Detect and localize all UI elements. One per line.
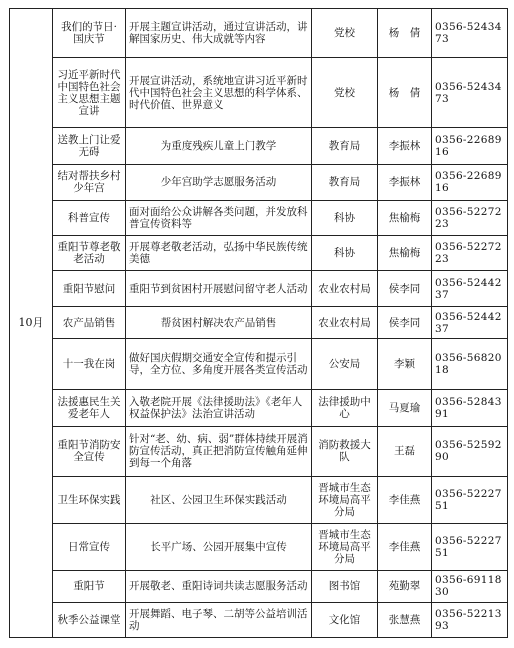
table-row	[10, 271, 508, 307]
contact-phone-cell: 0356-5244237	[432, 271, 508, 307]
contact-phone-cell: 0356-5222751	[432, 476, 508, 523]
activity-name-cell: 习近平新时代中国特色社会主义思想主题宣讲	[53, 58, 126, 128]
contact-phone-cell: 0356-5243473	[432, 9, 508, 58]
table-row	[10, 236, 508, 271]
activity-name-cell: 送教上门让爱无碍	[53, 128, 126, 164]
contact-person-cell: 侯李同	[378, 271, 432, 307]
responsible-unit-cell: 教育局	[312, 164, 378, 200]
contact-phone-cell: 0356-5227223	[432, 200, 508, 235]
activity-content-cell: 面对面给公众讲解各类问题，并发放科普宣传资料等	[126, 200, 312, 235]
activity-name-cell: 秋季公益课堂	[53, 602, 126, 637]
table-row	[10, 389, 508, 426]
activity-content-cell: 做好国庆假期交通安全宣传和提示引导，全方位、多角度开展各类宣传活动	[126, 339, 312, 389]
month-cell: 10月	[10, 9, 53, 638]
table-row	[10, 602, 508, 637]
responsible-unit-cell: 教育局	[312, 128, 378, 164]
table-row	[10, 164, 508, 200]
table-row	[10, 128, 508, 164]
activity-name-cell: 重阳节慰问	[53, 271, 126, 307]
activity-schedule-table	[9, 8, 508, 638]
activity-content-cell: 社区、公园卫生环保实践活动	[126, 476, 312, 523]
table-row	[10, 307, 508, 339]
activity-name-cell: 农产品销售	[53, 307, 126, 339]
responsible-unit-cell: 晋城市生态环境局高平分局	[312, 476, 378, 523]
activity-content-cell: 开展舞蹈、电子琴、二胡等公益培训活动	[126, 602, 312, 637]
table-row	[10, 476, 508, 523]
contact-phone-cell: 0356-5222751	[432, 523, 508, 570]
contact-phone-cell: 0356-5259290	[432, 426, 508, 476]
contact-person-cell: 杨 倩	[378, 9, 432, 58]
activity-name-cell: 重阳节	[53, 570, 126, 602]
contact-phone-cell: 0356-2268916	[432, 128, 508, 164]
activity-name-cell: 重阳节尊老敬老活动	[53, 236, 126, 271]
contact-person-cell: 侯李同	[378, 307, 432, 339]
activity-name-cell: 日常宣传	[53, 523, 126, 570]
responsible-unit-cell: 科协	[312, 200, 378, 235]
activity-name-cell: 结对帮扶乡村少年宫	[53, 164, 126, 200]
activity-name-cell: 重阳节消防安全宣传	[53, 426, 126, 476]
activity-name-cell: 十一我在岗	[53, 339, 126, 389]
activity-content-cell: 重阳节到贫困村开展慰问留守老人活动	[126, 271, 312, 307]
contact-phone-cell: 0356-2268916	[432, 164, 508, 200]
activity-name-cell: 法援惠民生关爱老年人	[53, 389, 126, 426]
responsible-unit-cell: 图书馆	[312, 570, 378, 602]
activity-content-cell: 入敬老院开展《法律援助法》《老年人权益保护法》法治宣讲活动	[126, 389, 312, 426]
table-row	[10, 9, 508, 58]
activity-content-cell: 帮贫困村解决农产品销售	[126, 307, 312, 339]
activity-content-cell: 少年宫助学志愿服务活动	[126, 164, 312, 200]
responsible-unit-cell: 党校	[312, 58, 378, 128]
contact-person-cell: 李佳燕	[378, 523, 432, 570]
contact-phone-cell: 0356-5244237	[432, 307, 508, 339]
activity-content-cell: 开展敬老、重阳诗词共读志愿服务活动	[126, 570, 312, 602]
contact-phone-cell: 0356-5227223	[432, 236, 508, 271]
contact-phone-cell: 0356-5284391	[432, 389, 508, 426]
activity-content-cell: 针对“老、幼、病、弱”群体持续开展消防宣传活动，真正把消防宣传触角延伸到每一个角落	[126, 426, 312, 476]
contact-person-cell: 焦榆梅	[378, 236, 432, 271]
table-row	[10, 426, 508, 476]
table-row	[10, 58, 508, 128]
table-row	[10, 339, 508, 389]
activity-name-cell: 科普宣传	[53, 200, 126, 235]
responsible-unit-cell: 法律援助中心	[312, 389, 378, 426]
activity-content-cell: 为重度残疾儿童上门教学	[126, 128, 312, 164]
contact-person-cell: 李佳燕	[378, 476, 432, 523]
contact-person-cell: 焦榆梅	[378, 200, 432, 235]
activity-name-cell: 我们的节日·国庆节	[53, 9, 126, 58]
responsible-unit-cell: 党校	[312, 9, 378, 58]
activity-content-cell: 长平广场、公园开展集中宣传	[126, 523, 312, 570]
contact-phone-cell: 0356-6911830	[432, 570, 508, 602]
activity-content-cell: 开展主题宣讲活动，通过宣讲活动，讲解国家历史、伟大成就等内容	[126, 9, 312, 58]
contact-person-cell: 杨 倩	[378, 58, 432, 128]
activity-name-cell: 卫生环保实践	[53, 476, 126, 523]
responsible-unit-cell: 农业农村局	[312, 307, 378, 339]
table-row	[10, 570, 508, 602]
contact-person-cell: 李颖	[378, 339, 432, 389]
responsible-unit-cell: 消防救援大队	[312, 426, 378, 476]
table-row	[10, 523, 508, 570]
responsible-unit-cell: 农业农村局	[312, 271, 378, 307]
activity-content-cell: 开展尊老敬老活动，弘扬中华民族传统美德	[126, 236, 312, 271]
contact-person-cell: 王磊	[378, 426, 432, 476]
contact-phone-cell: 0356-5221393	[432, 602, 508, 637]
responsible-unit-cell: 科协	[312, 236, 378, 271]
contact-person-cell: 李振林	[378, 164, 432, 200]
contact-phone-cell: 0356-5682018	[432, 339, 508, 389]
activity-content-cell: 开展宣讲活动，系统地宣讲习近平新时代中国特色社会主义思想的科学体系、时代价值、世界意义	[126, 58, 312, 128]
contact-person-cell: 张慧燕	[378, 602, 432, 637]
responsible-unit-cell: 晋城市生态环境局高平分局	[312, 523, 378, 570]
contact-phone-cell: 0356-5243473	[432, 58, 508, 128]
table-row	[10, 200, 508, 235]
contact-person-cell: 苑勤翠	[378, 570, 432, 602]
contact-person-cell: 李振林	[378, 128, 432, 164]
responsible-unit-cell: 公安局	[312, 339, 378, 389]
responsible-unit-cell: 文化馆	[312, 602, 378, 637]
contact-person-cell: 马夏瑜	[378, 389, 432, 426]
